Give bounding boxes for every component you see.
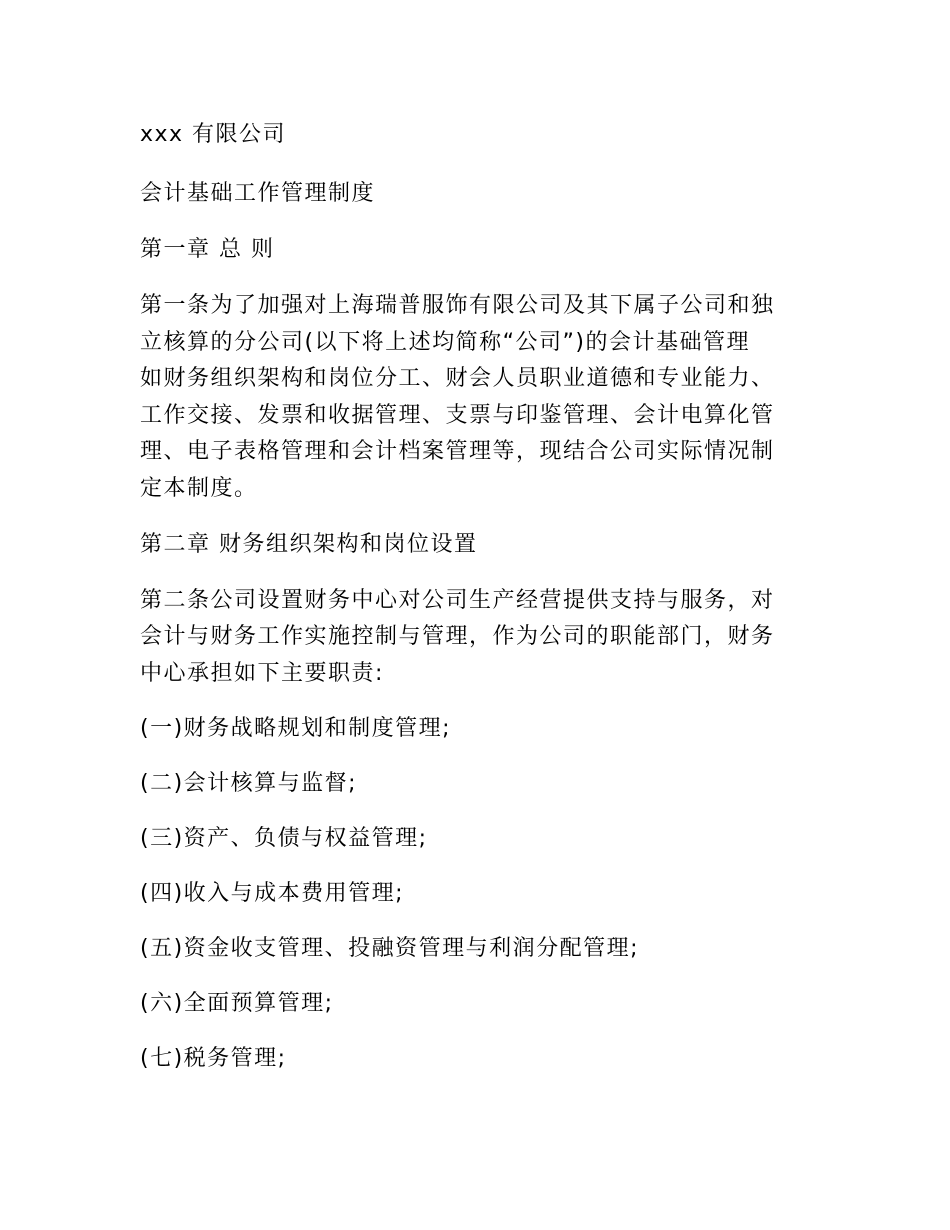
duty-item: (五)资金收支管理、投融资管理与利润分配管理; xyxy=(140,936,640,962)
article-1-paragraph xyxy=(140,288,808,508)
duty-item: (二)会计核算与监督; xyxy=(140,771,358,797)
article-2-line: 中心承担如下主要职责: xyxy=(140,660,384,686)
chapter-1-heading: 第一章 总 则 xyxy=(140,237,275,262)
article-1-line: 第一条为了加强对上海瑞普服饰有限公司及其下属子公司和独 xyxy=(140,293,775,318)
duty-item: (七)税务管理; xyxy=(140,1046,287,1072)
duty-item: (六)全面预算管理; xyxy=(140,991,334,1017)
article-2-paragraph xyxy=(140,583,808,693)
duty-item: (四)收入与成本费用管理; xyxy=(140,881,405,907)
chapter-2-heading: 第二章 财务组织架构和岗位设置 xyxy=(140,531,478,557)
article-2-line: 会计与财务工作实施控制与管理，作为公司的职能部门，财务 xyxy=(140,624,775,650)
duty-item: (三)资产、负债与权益管理; xyxy=(140,826,428,852)
duty-item: (一)财务战略规划和制度管理; xyxy=(140,716,452,742)
article-1-line: 立核算的分公司(以下将上述均简称“公司”)的会计基础管理 xyxy=(140,329,750,355)
document-body xyxy=(140,117,808,1077)
document-title: 会计基础工作管理制度 xyxy=(140,181,376,206)
article-1-line: 如财务组织架构和岗位分工、财会人员职业道德和专业能力、 xyxy=(140,366,775,392)
company-name: xxx 有限公司 xyxy=(140,122,287,147)
article-2-line: 第二条公司设置财务中心对公司生产经营提供支持与服务，对 xyxy=(140,587,775,613)
article-1-line: 工作交接、发票和收据管理、支票与印鉴管理、会计电算化管 xyxy=(140,402,775,428)
article-1-line: 理、电子表格管理和会计档案管理等，现结合公司实际情况制 xyxy=(140,439,775,465)
article-1-line: 定本制度。 xyxy=(140,475,258,501)
